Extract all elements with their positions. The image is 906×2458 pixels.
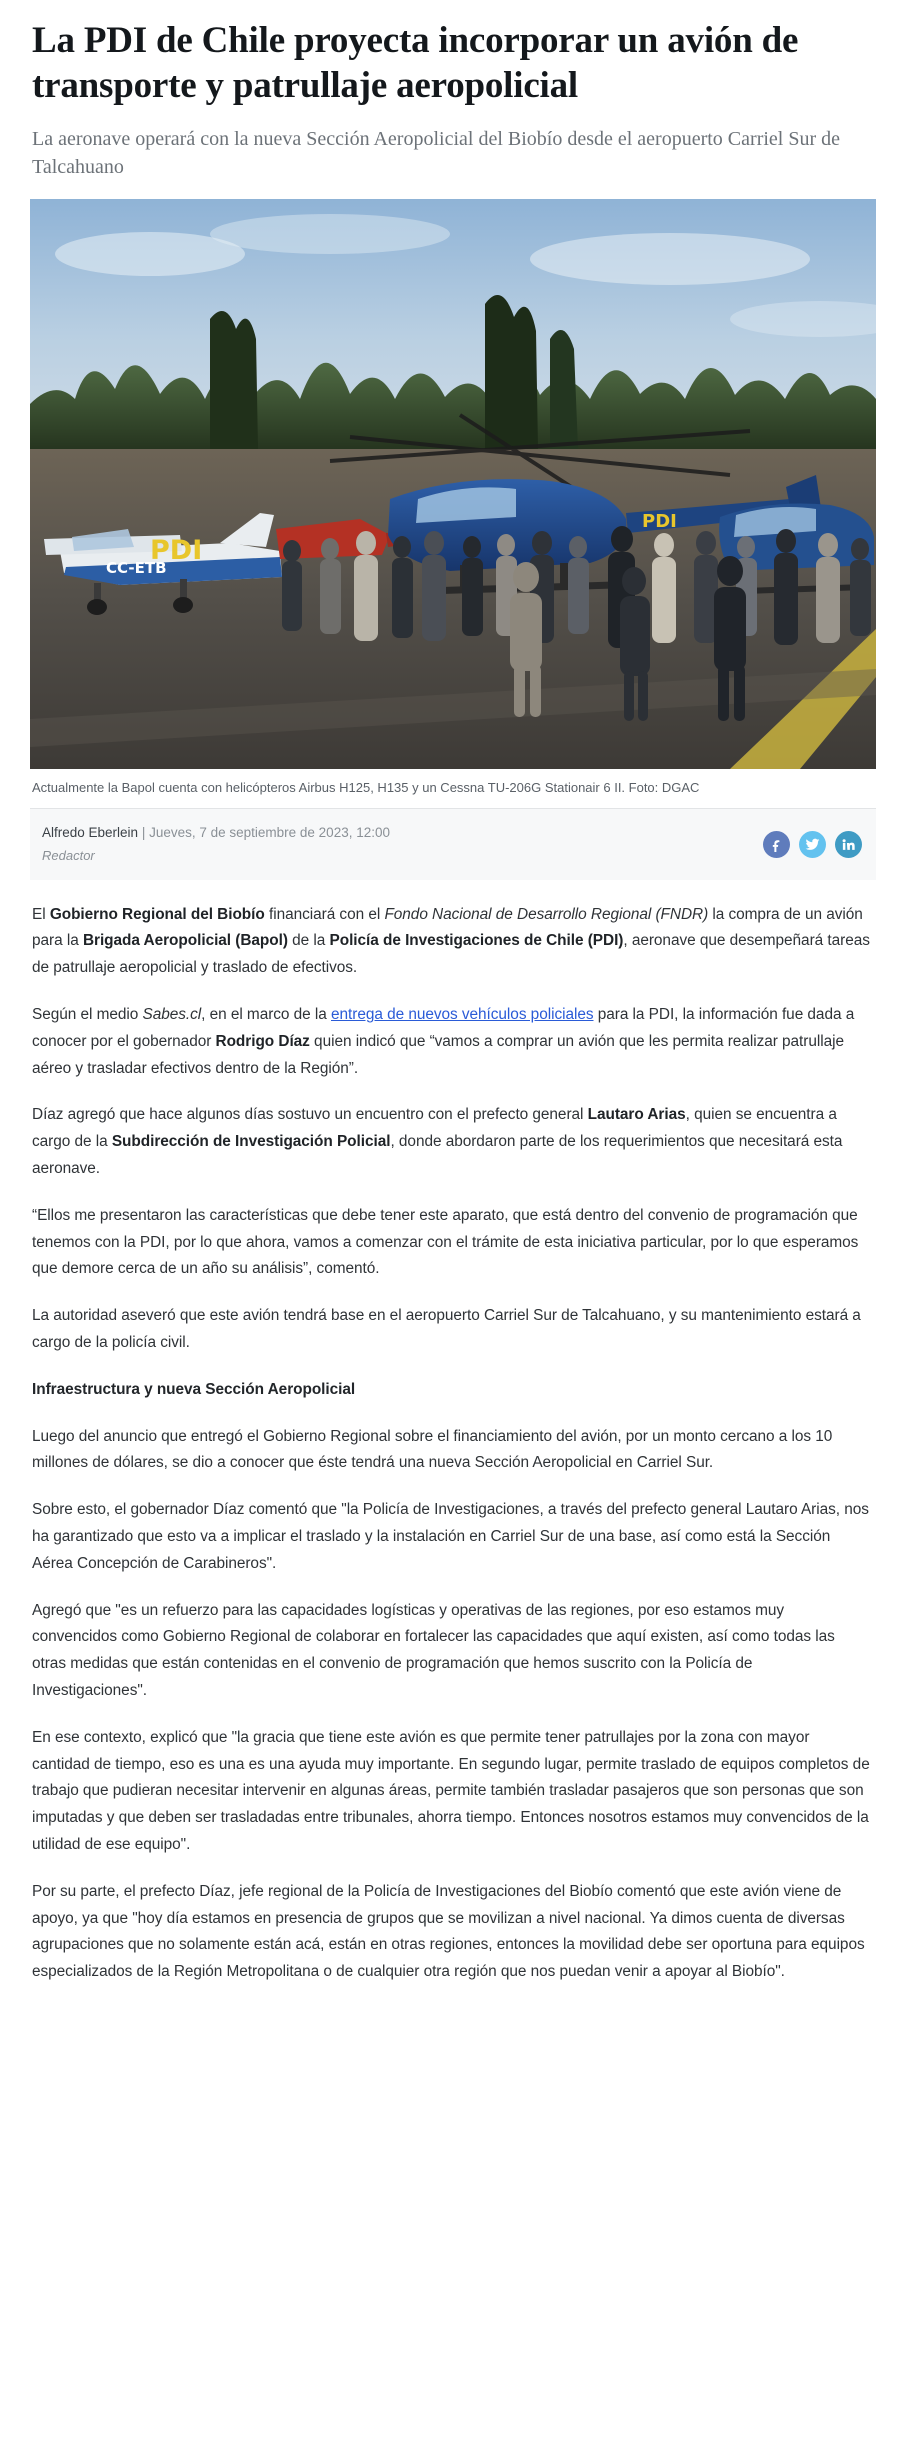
text-run: , quien se encuentra a cargo de la — [32, 1106, 837, 1151]
text-run: El — [32, 905, 50, 923]
byline-line — [42, 823, 390, 843]
article-page — [0, 18, 906, 2026]
text-bold: Policía de Investigaciones de Chile (PDI) — [329, 932, 624, 950]
paragraph-10: Por su parte, el prefecto Díaz, jefe regional de la Policía de Investigaciones del Biobío comentó que este avión viene de apoyo, ya que "hoy día estamos en presencia de grupos que se movilizan a nivel nacional. Ya dimos cuenta de diversas agrupaciones que no solamente están acá, están en otras regiones, entonces la movilidad debe ser oportuna para equipos especializados de la Región Metropolitana o de cualquier otra región que nos puedan venir a apoyar al Biobío". — [32, 1882, 865, 1981]
text-run: , aeronave que desempeñará tareas de patrullaje aeropolicial y traslado de efectivos. — [32, 932, 870, 977]
linkedin-share-icon[interactable] — [835, 831, 862, 858]
text-run: la compra de un avión para la — [32, 905, 863, 950]
text-run: Según el medio — [32, 1006, 143, 1024]
paragraph-3 — [32, 1102, 870, 1182]
article-subhead: La aeronave operará con la nueva Sección Aeropolicial del Biobío desde el aeropuerto Carriel Sur de Talcahuano — [32, 128, 840, 178]
paragraph-6: Luego del anuncio que entregó el Gobierno Regional sobre el financiamiento del avión, por un monto cercano a los 10 millones de dólares, se dio a conocer que éste tendrá una nueva Sección Aeropolicial en Carriel Sur. — [32, 1427, 833, 1472]
inline-link-vehiculos[interactable]: entrega de nuevos vehículos policiales — [331, 1006, 594, 1024]
paragraph-5: La autoridad aseveró que este avión tendrá base en el aeropuerto Carriel Sur de Talcahuano, y su mantenimiento estará a cargo de la policía civil. — [32, 1307, 861, 1352]
byline-info — [42, 823, 390, 866]
text-bold: Rodrigo Díaz — [215, 1032, 310, 1050]
text-bold: Lautaro Arias — [587, 1106, 686, 1124]
svg-text:PDI: PDI — [642, 511, 677, 533]
text-run: para la PDI, la información fue dada a conocer por el gobernador — [32, 1006, 855, 1050]
text-bold: Brigada Aeropolicial (Bapol) — [82, 932, 288, 950]
text-bold: Subdirección de Investigación Policial — [111, 1133, 391, 1151]
text-run: de la — [287, 932, 330, 950]
text-run: Díaz agregó que hace algunos días sostuvo un encuentro con el prefecto general — [32, 1106, 588, 1124]
paragraph-9: En ese contexto, explicó que "la gracia que tiene este avión es que permite tener patrullajes por la zona con mayor cantidad de tiempo, eso es una es una ayuda muy importante. En segundo lugar, permite traslado de equipos completos de trabajo que pudieran necesitar intervenir en algunas áreas, permite también trasladar pasajeros que son personas que son imputadas y que deben ser trasladadas entre tribunales, ahorra tiempo. Entonces nosotros estamos muy convencidos de la utilidad de ese equipo". — [32, 1728, 870, 1853]
svg-text:PDI: PDI — [150, 535, 203, 567]
twitter-share-icon[interactable] — [799, 831, 826, 858]
hero-image — [30, 199, 876, 769]
article-body — [30, 902, 876, 1986]
byline-author[interactable]: Alfredo Eberlein — [42, 824, 139, 840]
text-italic: Fondo Nacional de Desarrollo Regional (FNDR) — [384, 905, 709, 923]
text-bold: Gobierno Regional del Biobío — [49, 905, 265, 923]
page-title: La PDI de Chile proyecta incorporar un avión de transporte y patrullaje aeropolicial — [32, 20, 799, 107]
byline-date: Jueves, 7 de septiembre de 2023, 12:00 — [149, 824, 390, 840]
text-run: , donde abordaron parte de los requerimientos que necesitará esta aeronave. — [32, 1133, 843, 1178]
image-caption: Actualmente la Bapol cuenta con helicópteros Airbus H125, H135 y un Cessna TU-206G Stationair 6 II. Foto: DGAC — [30, 769, 876, 809]
paragraph-4: “Ellos me presentaron las características que debe tener este aparato, que está dentro del convenio de programación que tenemos con la PDI, por lo que ahora, vamos a comenzar con el trámite de esta iniciativa particular, por lo que esperamos que demore cerca de un año su análisis”, comentó. — [32, 1206, 859, 1278]
paragraph-1 — [32, 902, 870, 982]
byline-bar — [30, 809, 876, 880]
paragraph-7: Sobre esto, el gobernador Díaz comentó que "la Policía de Investigaciones, a través del prefecto general Lautaro Arias, nos ha garantizado que esto va a implicar el traslado y la instalación en Carriel Sur de una base, así como está la Sección Aérea Concepción de Carabineros". — [32, 1501, 869, 1572]
text-italic: Sabes.cl — [142, 1006, 202, 1024]
byline-role: Redactor — [42, 848, 95, 864]
byline-separator: | — [138, 824, 150, 840]
social-share-group — [763, 831, 862, 858]
text-run: , en el marco de la — [201, 1006, 332, 1024]
facebook-share-icon[interactable] — [763, 831, 790, 858]
paragraph-8: Agregó que "es un refuerzo para las capacidades logísticas y operativas de las regiones, por eso estamos muy convencidos como Gobierno Regional de colaborar en fortalecer las capacidades que aquí existen, así como todas las otras medidas que están contenidas en el convenio de programación que hemos suscrito con la Policía de Investigaciones". — [32, 1601, 835, 1700]
text-run: quien indicó que “vamos a comprar un avión que les permita realizar patrullaje aéreo y trasladar efectivos dentro de la Región”. — [32, 1032, 844, 1077]
hero-figure — [30, 199, 876, 879]
text-run: financiará con el — [264, 905, 385, 923]
section-heading-infraestructura: Infraestructura y nueva Sección Aeropolicial — [32, 1380, 356, 1398]
svg-text:CC-ETB: CC-ETB — [106, 559, 167, 578]
paragraph-2 — [32, 1002, 870, 1082]
